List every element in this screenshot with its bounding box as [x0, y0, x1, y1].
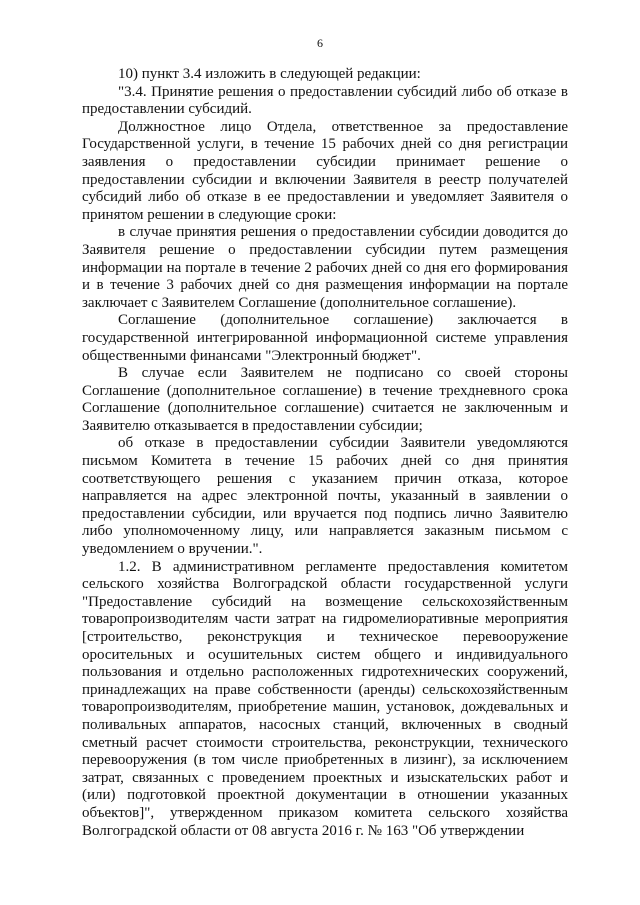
page-number: 6	[317, 36, 323, 50]
paragraph-refusal-notice: об отказе в предоставлении субсидии Заявители уведомляются письмом Комитета в течение 15 рабочих дней со дня принятия соответствующего решения с указанием причин отказа, которое направляется на адрес электронной почты, указанный в заявлении о предоставлении субсидии, или вручается под подпись лично Заявителю либо уполномоченному лицу, или направляется заказным письмом с уведомлением о вручении.".	[82, 435, 568, 558]
paragraph-approval-case: в случае принятия решения о предоставлении субсидии доводится до Заявителя решение о предоставлении субсидии путем размещения информации на портале в течение 2 рабочих дней со дня его формирования и в течение 3 рабочих дней со дня размещения информации на портале заключает с Заявителем Соглашение (дополнительное соглашение).	[82, 224, 568, 311]
paragraph-regulation-1-2: 1.2. В административном регламенте предоставления комитетом сельского хозяйства Волгоградской области государственной услуги "Предоставление субсидий на возмещение сельскохозяйственным товаропроизводителям части затрат на гидромелиоративные мероприятия [строительство, реконструкция и техническое перевооружение оросительных и осушительных систем общего и индивидуального пользования и отдельно расположенных гидротехнических сооружений, принадлежащих на праве собственности (аренды) сельскохозяйственным товаропроизводителям, приобретение машин, установок, дождевальных и поливальных аппаратов, насосных станций, включенных в сводный сметный расчет стоимости строительства, реконструкции, технического перевооружения (в том числе приобретенных в лизинг), за исключением затрат, связанных с проведением проектных и изыскательских работ и (или) подготовкой проектной документации в отношении указанных объектов]", утвержденном приказом комитета сельского хозяйства Волгоградской области от 08 августа 2016 г. № 163 "Об утверждении	[82, 558, 568, 839]
paragraph-unsigned-agreement: В случае если Заявителем не подписано со своей стороны Соглашение (дополнительное соглашение) в течение трехдневного срока Соглашение (дополнительное соглашение) считается не заключенным и Заявителю отказывается в предоставлении субсидии;	[82, 365, 568, 434]
paragraph-item-10: 10) пункт 3.4 изложить в следующей редакции:	[118, 66, 421, 82]
paragraph-clause-3-4-title: "3.4. Принятие решения о предоставлении субсидий либо об отказе в предоставлении субсидий.	[82, 83, 568, 118]
paragraph-official-decision: Должностное лицо Отдела, ответственное за предоставление Государственной услуги, в течение 15 рабочих дней со дня регистрации заявления о предоставлении субсидии принимает решение о предоставлении субсидии и включении Заявителя в реестр получателей субсидий либо об отказе в ее предоставлении и уведомляет Заявителя о принятом решении в следующие сроки:	[82, 118, 568, 223]
paragraph-agreement-system: Соглашение (дополнительное соглашение) заключается в государственной интегрированной информационной системе управления общественными финансами "Электронный бюджет".	[82, 312, 568, 364]
document-body	[82, 66, 568, 840]
